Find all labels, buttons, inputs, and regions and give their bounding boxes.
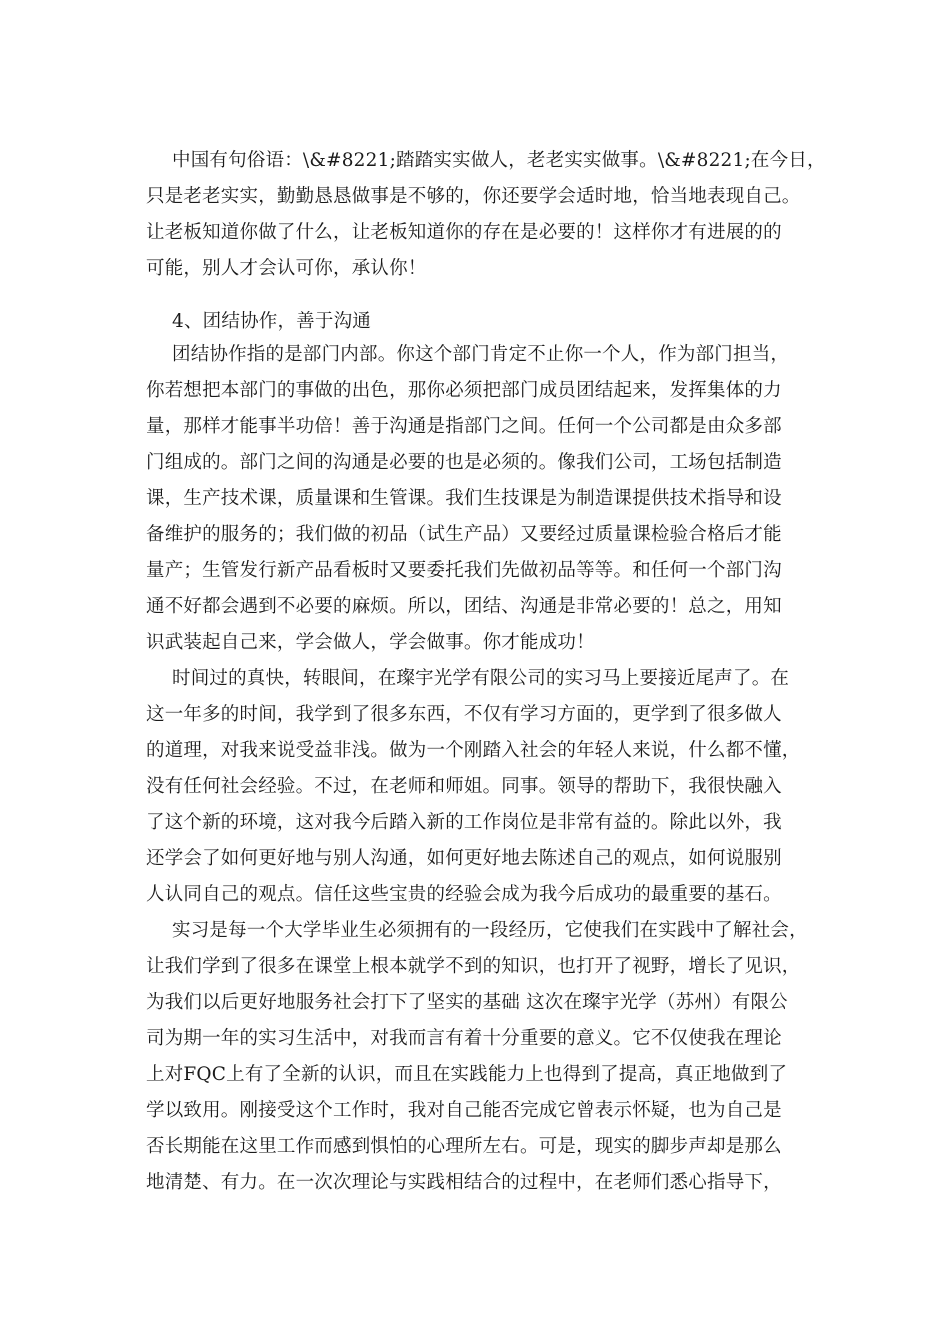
- text-line: 学以致用。刚接受这个工作时，我对自己能否完成它曾表示怀疑，也为自己是: [146, 1100, 782, 1121]
- text-line: 识武装起自己来，学会做人，学会做事。你才能成功！: [146, 632, 595, 653]
- text-line: 的道理，对我来说受益非浅。做为一个刚踏入社会的年轻人来说，什么都不懂，: [146, 740, 801, 761]
- text-line: 让我们学到了很多在课堂上根本就学不到的知识，也打开了视野，增长了见识，: [146, 956, 801, 977]
- text-line: 只是老老实实，勤勤恳恳做事是不够的，你还要学会适时地，恰当地表现自己。: [146, 186, 801, 207]
- text-line: 备维护的服务的；我们做的初品（试生产品）又要经过质量课检验合格后才能: [146, 524, 782, 545]
- section-heading: 4、团结协作，善于沟通: [172, 311, 371, 332]
- text-line: 实习是每一个大学毕业生必须拥有的一段经历，它使我们在实践中了解社会，: [172, 920, 808, 941]
- text-line: 还学会了如何更好地与别人沟通，如何更好地去陈述自己的观点，如何说服别: [146, 848, 782, 869]
- text-line: 你若想把本部门的事做的出色，那你必须把部门成员团结起来，发挥集体的力: [146, 380, 782, 401]
- text-line: 量产；生管发行新产品看板时又要委托我们先做初品等等。和任何一个部门沟: [146, 560, 782, 581]
- text-line: 量，那样才能事半功倍！善于沟通是指部门之间。任何一个公司都是由众多部: [146, 416, 782, 437]
- text-line: 门组成的。部门之间的沟通是必要的也是必须的。像我们公司，工场包括制造: [146, 452, 782, 473]
- text-line: 人认同自己的观点。信任这些宝贵的经验会成为我今后成功的最重要的基石。: [146, 884, 782, 905]
- text-line: 这一年多的时间，我学到了很多东西，不仅有学习方面的，更学到了很多做人: [146, 704, 782, 725]
- text-line: 为我们以后更好地服务社会打下了坚实的基础 这次在璨宇光学（苏州）有限公: [146, 992, 788, 1013]
- text-line: 团结协作指的是部门内部。你这个部门肯定不止你一个人，作为部门担当，: [172, 344, 790, 365]
- text-line: 让老板知道你做了什么，让老板知道你的存在是必要的！这样你才有进展的的: [146, 222, 782, 243]
- text-line: 地清楚、有力。在一次次理论与实践相结合的过程中，在老师们悉心指导下，: [146, 1172, 782, 1193]
- text-line: 司为期一年的实习生活中，对我而言有着十分重要的意义。它不仅使我在理论: [146, 1028, 782, 1049]
- text-line: 没有任何社会经验。不过，在老师和师姐。同事。领导的帮助下，我很快融入: [146, 776, 782, 797]
- text-line: 课，生产技术课，质量课和生管课。我们生技课是为制造课提供技术指导和设: [146, 488, 782, 509]
- text-line: 上对FQC上有了全新的认识，而且在实践能力上也得到了提高，真正地做到了: [146, 1064, 788, 1085]
- text-line: 可能，别人才会认可你，承认你！: [146, 258, 427, 279]
- text-line: 中国有句俗语：\&#8221;踏踏实实做人，老老实实做事。\&#8221;在今日，: [172, 150, 826, 171]
- text-line: 通不好都会遇到不必要的麻烦。所以，团结、沟通是非常必要的！总之，用知: [146, 596, 782, 617]
- text-line: 时间过的真快，转眼间，在璨宇光学有限公司的实习马上要接近尾声了。在: [172, 668, 790, 689]
- text-line: 了这个新的环境，这对我今后踏入新的工作岗位是非常有益的。除此以外，我: [146, 812, 782, 833]
- text-line: 否长期能在这里工作而感到惧怕的心理所左右。可是，现实的脚步声却是那么: [146, 1136, 782, 1157]
